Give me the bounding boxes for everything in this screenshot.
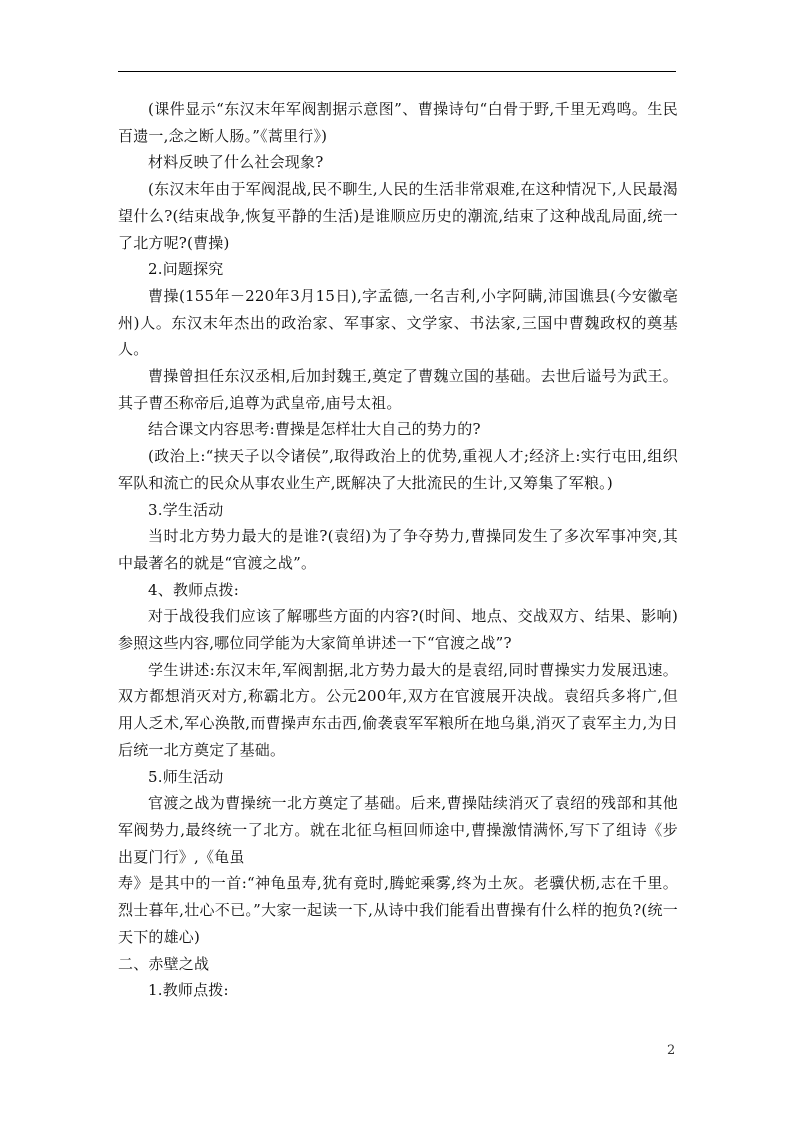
paragraph-student-narration: 学生讲述:东汉末年,军阀割据,北方势力最大的是袁绍,同时曹操实力发展迅速。双方都想消灭对方,称霸北方。公元200年,双方在官渡展开决战。袁绍兵多将广,但用人乏术,军心涣散,而曹操声东击西,偷袭袁军军粮所在地乌巢,消灭了袁军主力,为日后统一北方奠定了基础。 [118, 660, 678, 759]
header-rule [118, 71, 676, 72]
section-heading-2: 2.问题探究 [148, 260, 224, 279]
section-heading-4: 4、教师点拨: [148, 580, 239, 599]
paragraph-caocao-bio: 曹操(155年－220年3月15日),字孟德,一名吉利,小字阿瞒,沛国谯县(今安徽亳州)人。东汉末年杰出的政治家、军事家、文学家、书法家,三国中曹魏政权的奠基人。 [118, 286, 678, 359]
paragraph-courseware-quote: (课件显示“东汉末年军阀割据示意图”、曹操诗句“白骨于野,千里无鸡鸣。生民百遗一,念之断人肠。”《蒿里行》) [118, 100, 678, 145]
section-heading-chibi: 二、赤壁之战 [118, 954, 210, 973]
paragraph-caocao-titles: 曹操曾担任东汉丞相,后加封魏王,奠定了曹魏立国的基础。去世后谥号为武王。其子曹丕称帝后,追尊为武皇帝,庙号太祖。 [118, 367, 678, 412]
paragraph-answer-social: (东汉末年由于军阀混战,民不聊生,人民的生活非常艰难,在这种情况下,人民最渴望什么?(结束战争,恢复平静的生活)是谁顺应历史的潮流,结束了这种战乱局面,统一了北方呢?(曹操) [118, 180, 678, 252]
paragraph-battle-aspects: 对于战役我们应该了解哪些方面的内容?(时间、地点、交战双方、结果、影响)参照这些内容,哪位同学能为大家简单讲述一下“官渡之战”? [118, 607, 678, 653]
paragraph-strongest-north: 当时北方势力最大的是谁?(袁绍)为了争夺势力,曹操同发生了多次军事冲突,其中最著名的就是“官渡之战”。 [118, 527, 678, 572]
page-number: 2 [667, 1043, 676, 1058]
document-body [118, 96, 678, 1004]
paragraph-guandu-result: 官渡之战为曹操统一北方奠定了基础。后来,曹操陆续消灭了袁绍的残部和其他军阀势力,最终统一了北方。就在北征乌桓回师途中,曹操激情满怀,写下了组诗《步出夏门行》,《龟虽 [118, 794, 678, 866]
section-heading-chibi-1: 1.教师点拨: [148, 981, 229, 1000]
paragraph-question-social: 材料反映了什么社会现象? [148, 153, 324, 172]
paragraph-answer-power: (政治上:“挟天子以令诸侯”,取得政治上的优势,重视人才;经济上:实行屯田,组织军队和流亡的民众从事农业生产,既解决了大批流民的生计,又筹集了军粮。) [118, 447, 678, 492]
section-heading-3: 3.学生活动 [148, 500, 224, 519]
paragraph-poem: 寿》是其中的一首:“神龟虽寿,犹有竟时,腾蛇乘雾,终为土灰。老骥伏枥,志在千里。烈士暮年,壮心不已。”大家一起读一下,从诗中我们能看出曹操有什么样的抱负?(统一天下的雄心) [118, 874, 678, 946]
section-heading-5: 5.师生活动 [148, 767, 224, 786]
paragraph-question-power: 结合课文内容思考:曹操是怎样壮大自己的势力的? [148, 420, 481, 439]
